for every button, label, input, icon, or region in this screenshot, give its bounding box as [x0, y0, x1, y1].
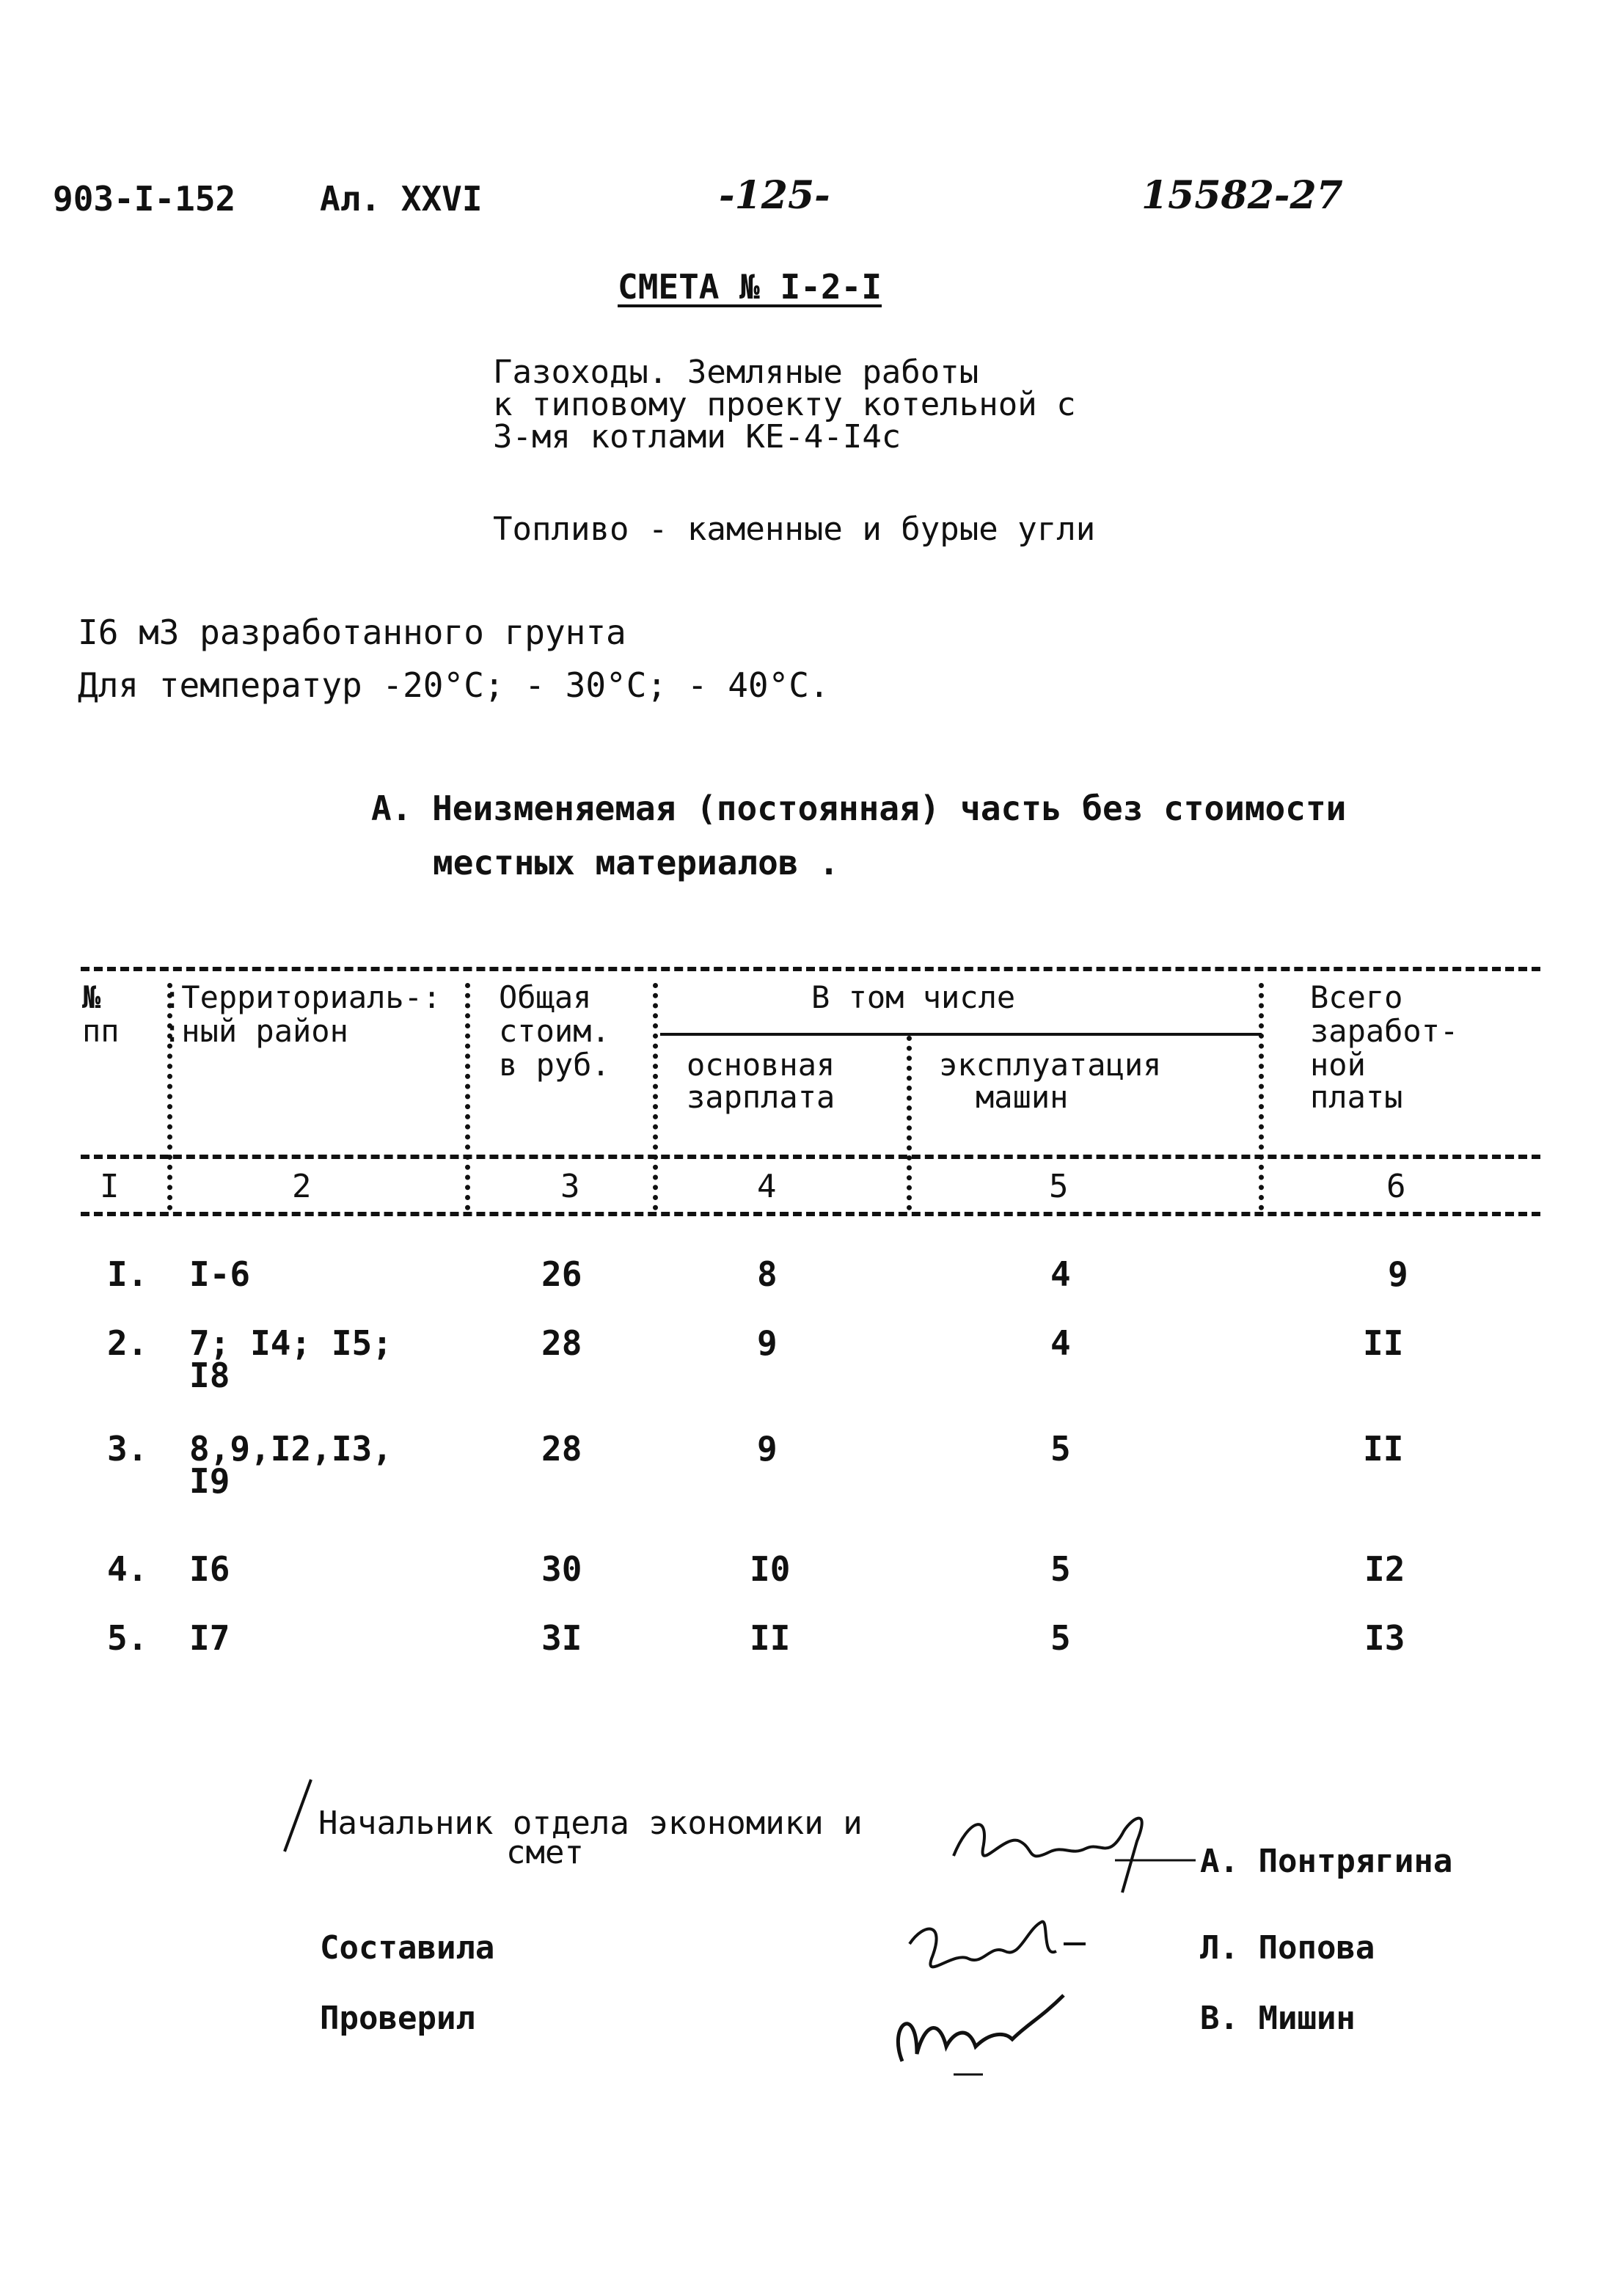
column-number: 5: [1049, 1168, 1069, 1205]
row-wage: 9: [757, 1429, 778, 1469]
row-region: I-6: [189, 1254, 251, 1294]
row-number: I.: [107, 1254, 148, 1294]
row-total: 3I: [541, 1618, 582, 1658]
column-number: 4: [757, 1168, 777, 1205]
row-machines: 4: [1050, 1323, 1071, 1363]
row-number: 2.: [107, 1323, 148, 1363]
subtitle-line-2: к типовому проекту котельной с: [493, 386, 1076, 423]
row-wage: 8: [757, 1254, 778, 1294]
header-payroll-2: заработ-: [1310, 1013, 1459, 1049]
header-payroll-4: платы: [1310, 1079, 1403, 1115]
row-payroll: 9: [1388, 1254, 1408, 1294]
row-region-cont: I8: [189, 1356, 230, 1395]
row-number: 3.: [107, 1429, 148, 1469]
row-machines: 5: [1050, 1618, 1071, 1658]
row-wage: I0: [750, 1549, 791, 1589]
header-num-2: пп: [82, 1013, 120, 1049]
row-region: 7; I4; I5;: [189, 1323, 392, 1363]
head-title-cont: смет: [506, 1834, 584, 1871]
document-code: 903-I-152: [53, 179, 236, 219]
column-number: 3: [560, 1168, 580, 1205]
header-wage-2: зарплата: [687, 1079, 835, 1115]
row-region: I7: [189, 1618, 230, 1658]
row-wage: II: [750, 1618, 791, 1658]
header-payroll-3: ной: [1310, 1047, 1366, 1083]
column-separator: [1259, 983, 1264, 1210]
head-signature: [939, 1790, 1203, 1907]
temperature-line: Для температур -20°С; - 30°С; - 40°С.: [78, 665, 830, 705]
column-separator: [907, 1036, 912, 1210]
head-title: Начальник отдела экономики и: [318, 1805, 863, 1842]
serial-number: 15582-27: [1141, 173, 1343, 218]
checked-name: В. Мишин: [1200, 2000, 1356, 2037]
column-number: 2: [292, 1168, 312, 1205]
section-heading-cont: местных материалов .: [433, 843, 839, 882]
row-total: 28: [541, 1429, 582, 1469]
row-machines: 5: [1050, 1429, 1071, 1469]
row-payroll: I2: [1364, 1549, 1405, 1589]
row-number: 5.: [107, 1618, 148, 1658]
row-number: 4.: [107, 1549, 148, 1589]
header-machines: эксплуатация: [939, 1047, 1162, 1083]
column-separator: [653, 983, 658, 1210]
header-group: В том числе: [811, 979, 1016, 1015]
row-total: 26: [541, 1254, 582, 1294]
page-number: -125-: [719, 173, 830, 218]
column-number: I: [100, 1168, 120, 1205]
checked-signature: [873, 1981, 1093, 2083]
head-name: А. Понтрягина: [1200, 1843, 1453, 1880]
header-num: №: [82, 979, 101, 1015]
row-total: 30: [541, 1549, 582, 1589]
fuel-line: Топливо - каменные и бурые угли: [493, 511, 1096, 548]
row-total: 28: [541, 1323, 582, 1363]
row-region: I6: [189, 1549, 230, 1589]
unit-line: I6 м3 разработанного грунта: [78, 613, 626, 652]
header-payroll: Всего: [1310, 979, 1403, 1015]
group-header-rule: [660, 1033, 1262, 1036]
header-machines-2: машин: [976, 1079, 1069, 1115]
header-total-2: стоим.: [499, 1013, 610, 1049]
row-payroll: II: [1363, 1323, 1404, 1363]
slash-mark: [277, 1775, 321, 1856]
row-payroll: II: [1363, 1429, 1404, 1469]
header-wage: основная: [687, 1047, 835, 1083]
table-top-rule: [81, 967, 1540, 971]
header-bottom-rule: [81, 1155, 1540, 1159]
subtitle-line-1: Газоходы. Земляные работы: [493, 354, 979, 391]
row-region-cont: I9: [189, 1461, 230, 1501]
row-wage: 9: [757, 1323, 778, 1363]
header-region-2: :ный район: [163, 1013, 348, 1049]
header-total: Общая: [499, 979, 592, 1015]
column-number: 6: [1386, 1168, 1406, 1205]
header-total-3: в руб.: [499, 1047, 610, 1083]
section-heading: А. Неизменяемая (постоянная) часть без стоимости: [371, 789, 1347, 828]
row-region: 8,9,I2,I3,: [189, 1429, 392, 1469]
row-machines: 5: [1050, 1549, 1071, 1589]
subtitle-line-3: 3-мя котлами КЕ-4-I4с: [493, 418, 901, 456]
page-title: СМЕТА № I-2-I: [618, 267, 882, 307]
header-region: :Территориаль-:: [163, 979, 442, 1015]
compiled-name: Л. Попова: [1200, 1929, 1375, 1967]
checked-label: Проверил: [320, 2000, 475, 2037]
row-machines: 4: [1050, 1254, 1071, 1294]
row-payroll: I3: [1364, 1618, 1405, 1658]
compiled-label: Составила: [320, 1929, 495, 1967]
album-number: Ал. XXVI: [320, 179, 483, 219]
colnum-bottom-rule: [81, 1212, 1540, 1216]
column-separator: [465, 983, 470, 1210]
